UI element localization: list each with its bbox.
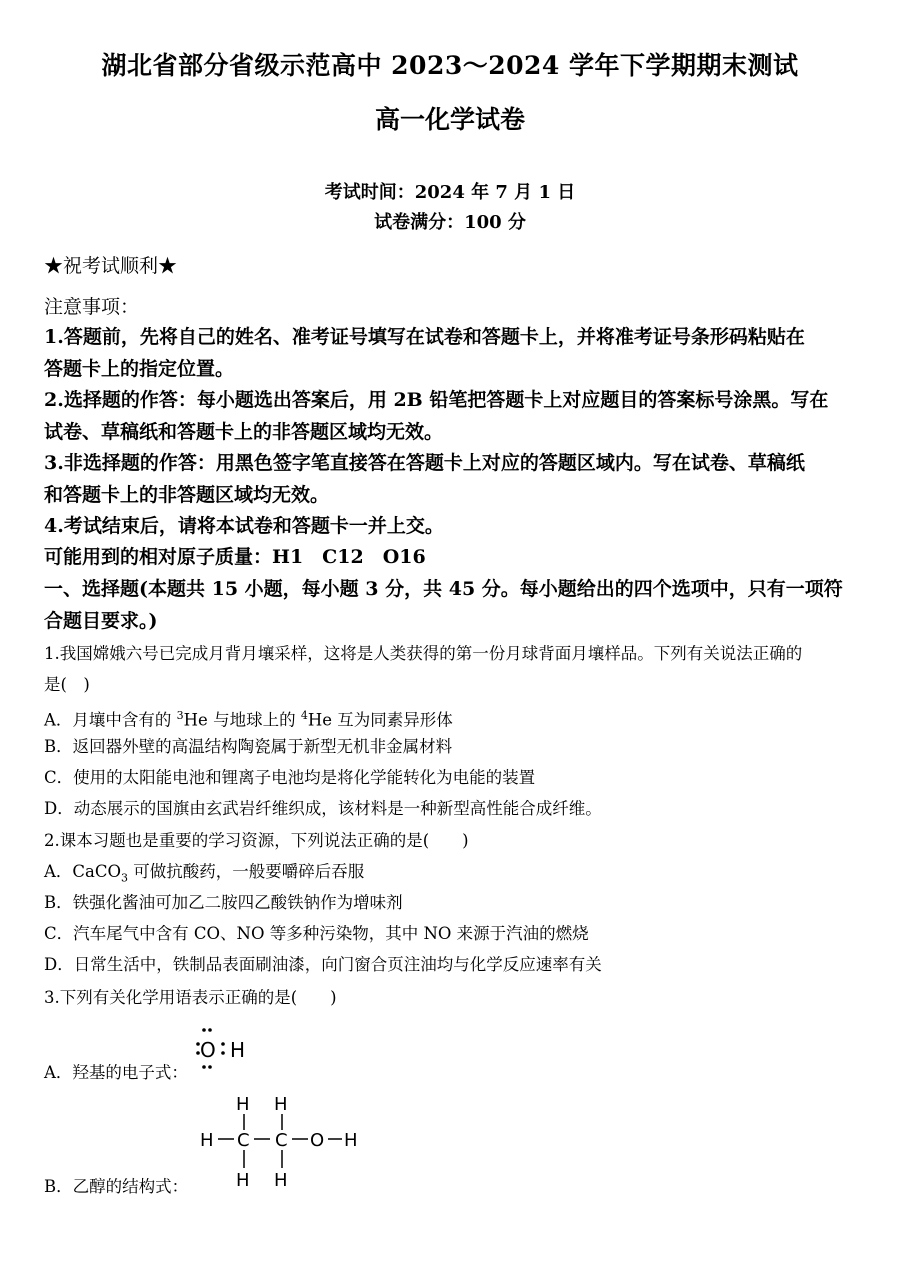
exam-title: 湖北省部分省级示范高中 2023～2024 学年下学期期末测试 bbox=[101, 51, 799, 80]
notice-item-3a: 3.非选择题的作答：用黑色签字笔直接答在答题卡上对应的答题区域内。写在试卷、草稿纸 bbox=[44, 452, 805, 474]
notice-heading: 注意事项： bbox=[44, 296, 140, 318]
notice-item-1b: 答题卡上的指定位置。 bbox=[44, 358, 235, 380]
notice-item-1a: 1.答题前，先将自己的姓名、准考证号填写在试卷和答题卡上，并将准考证号条形码粘贴在 bbox=[44, 326, 805, 348]
atom-h-top-1: H bbox=[236, 1094, 250, 1115]
q1-stem-1: 1.我国嫦娥六号已完成月背月壤采样，这将是人类获得的第一份月球背面月壤样品。下列有关说法正确的 bbox=[44, 644, 803, 663]
atom-h-right: H bbox=[344, 1130, 358, 1151]
oxygen-symbol: O bbox=[200, 1038, 216, 1062]
q2-option-a: A．CaCO$_3$ 可做抗酸药，一般要嚼碎后吞服 bbox=[44, 862, 365, 885]
exam-subtitle: 高一化学试卷 bbox=[374, 105, 525, 134]
notice-item-3b: 和答题卡上的非答题区域均无效。 bbox=[44, 484, 330, 506]
q3-option-b-label: B．乙醇的结构式： bbox=[44, 1177, 189, 1196]
q1-option-a: A．月壤中含有的 $^3$He 与地球上的 $^4$He 互为同素异形体 bbox=[44, 709, 453, 730]
q2-option-c: C．汽车尾气中含有 CO、NO 等多种污染物，其中 NO 来源于汽油的燃烧 bbox=[44, 924, 589, 943]
atom-c-1: C bbox=[237, 1130, 250, 1151]
full-score: 试卷满分：100 分 bbox=[374, 212, 526, 233]
atom-h-top-2: H bbox=[274, 1094, 288, 1115]
q1-option-b: B．返回器外壁的高温结构陶瓷属于新型无机非金属材料 bbox=[44, 737, 453, 756]
notice-item-4: 4.考试结束后，请将本试卷和答题卡一并上交。 bbox=[44, 515, 444, 537]
atom-h-left: H bbox=[200, 1130, 214, 1151]
q3-stem: 3.下列有关化学用语表示正确的是( ) bbox=[44, 988, 337, 1007]
q2-option-b: B．铁强化酱油可加乙二胺四乙酸铁钠作为增味剂 bbox=[44, 893, 403, 912]
q1-option-c: C．使用的太阳能电池和锂离子电池均是将化学能转化为电能的装置 bbox=[44, 768, 536, 787]
q2-stem: 2.课本习题也是重要的学习资源，下列说法正确的是( ) bbox=[44, 831, 469, 850]
atom-o: O bbox=[310, 1130, 325, 1151]
hydroxyl-electron-formula bbox=[194, 1026, 264, 1074]
atom-h-bottom-1: H bbox=[236, 1170, 250, 1191]
exam-time: 考试时间：2024 年 7 月 1 日 bbox=[324, 182, 576, 203]
q3-option-a-label: A．羟基的电子式： bbox=[44, 1063, 188, 1082]
ethanol-structural-formula bbox=[198, 1092, 368, 1192]
hydrogen-symbol: H bbox=[230, 1038, 246, 1062]
q1-stem-2: 是( ) bbox=[44, 675, 90, 694]
notice-item-2a: 2.选择题的作答：每小题选出答案后，用 2B 铅笔把答题卡上对应题目的答案标号涂黑。写在 bbox=[44, 389, 829, 411]
atom-h-bottom-2: H bbox=[274, 1170, 288, 1191]
atom-c-2: C bbox=[275, 1130, 288, 1151]
section-heading-1: 一、选择题(本题共 15 小题，每小题 3 分，共 45 分。每小题给出的四个选项中，只有一项符 bbox=[44, 578, 843, 600]
q1-option-d: D．动态展示的国旗由玄武岩纤维织成，该材料是一种新型高性能合成纤维。 bbox=[44, 799, 602, 818]
notice-item-2b: 试卷、草稿纸和答题卡上的非答题区域均无效。 bbox=[44, 421, 444, 443]
atomic-mass-line: 可能用到的相对原子质量：H1 C12 O16 bbox=[44, 546, 426, 568]
good-luck-text: ★祝考试顺利★ bbox=[44, 255, 178, 277]
section-heading-2: 合题目要求。) bbox=[44, 610, 158, 632]
q2-option-d: D．日常生活中，铁制品表面刷油漆，向门窗合页注油均与化学反应速率有关 bbox=[44, 955, 602, 974]
